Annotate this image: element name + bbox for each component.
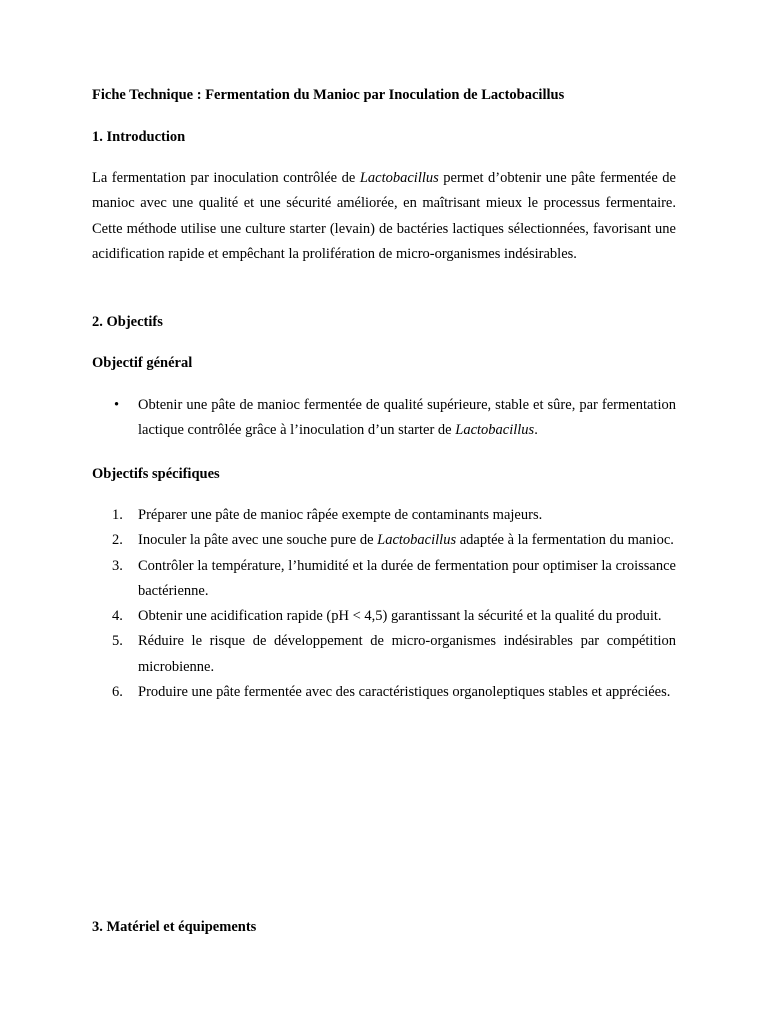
- introduction-paragraph: [92, 166, 676, 267]
- objectif-general-list: [92, 393, 676, 444]
- section-heading-introduction: 1. Introduction: [92, 129, 186, 145]
- list-item-text: Produire une pâte fermentée avec des caractéristiques organoleptiques stables et appréciées.: [138, 684, 671, 701]
- objectif-general-genus-name: Lactobacillus: [455, 422, 535, 439]
- list-number: 6.: [112, 684, 123, 701]
- objectif-general-text-start: Obtenir une pâte de manioc fermentée de qualité supérieure, stable et sûre, par fermentation lactique contrôlée grâce à l’inoculation d’un starter de: [138, 397, 676, 439]
- list-item: [92, 554, 676, 605]
- list-item: [92, 393, 676, 444]
- subheading-objectif-general: Objectif général: [92, 355, 193, 371]
- list-number: 1.: [112, 507, 123, 523]
- introduction-text-start: La fermentation par inoculation contrôlée de: [92, 170, 360, 186]
- list-item: [92, 680, 676, 705]
- list-item-text-end: adaptée à la fermentation du manioc.: [456, 532, 674, 549]
- subheading-objectifs-specifiques: Objectifs spécifiques: [92, 466, 220, 482]
- list-number: 3.: [112, 557, 123, 574]
- list-number: 4.: [112, 608, 123, 625]
- objectif-general-text-end: .: [534, 422, 538, 439]
- introduction-genus-name: Lactobacillus: [359, 170, 439, 186]
- document-title: Fiche Technique : Fermentation du Manioc par Inoculation de Lactobacillus: [92, 87, 565, 103]
- objectifs-specifiques-list: [92, 503, 676, 705]
- list-item-text: Préparer une pâte de manioc râpée exempte de contaminants majeurs.: [138, 507, 543, 523]
- section-heading-materiel: 3. Matériel et équipements: [92, 919, 257, 935]
- list-item-text: Inoculer la pâte avec une souche pure de: [138, 532, 378, 549]
- list-number: 2.: [112, 532, 123, 549]
- list-item-text: Contrôler la température, l’humidité et la durée de fermentation pour optimiser la croissance bactérienne.: [138, 557, 676, 599]
- list-item: [92, 503, 676, 528]
- list-item-text: Obtenir une acidification rapide (pH < 4,5) garantissant la sécurité et la qualité du produit.: [138, 608, 662, 625]
- list-number: 5.: [112, 633, 123, 650]
- list-item-genus-name: Lactobacillus: [377, 532, 457, 549]
- introduction-text-end: permet d’obtenir une pâte fermentée de manioc avec une qualité et une sécurité améliorée, en maîtrisant mieux le processus fermentaire. Cette méthode utilise une culture starter (levain) de bactéries lactiques sélectionnées, favorisant une acidification rapide et empêchant la prolifération de micro-organismes indésirables.: [92, 170, 676, 262]
- list-item: [92, 604, 676, 629]
- section-heading-objectifs: 2. Objectifs: [92, 314, 163, 330]
- list-item-text: Réduire le risque de développement de micro-organismes indésirables par compétition microbienne.: [138, 633, 676, 675]
- list-item: [92, 629, 676, 680]
- list-item: [92, 528, 676, 553]
- document-page: [92, 0, 676, 1024]
- bullet-marker: •: [114, 397, 120, 413]
